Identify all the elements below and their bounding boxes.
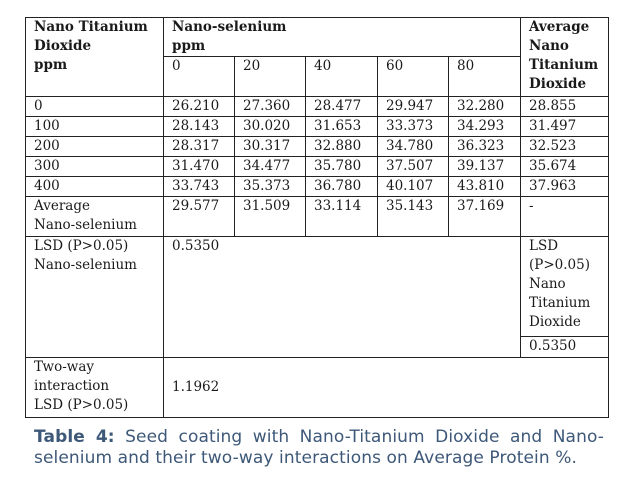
row-average: 28.855 (521, 97, 609, 117)
table-cell: 43.810 (449, 177, 521, 197)
lsd-ti-cell (521, 237, 609, 358)
table-row (26, 157, 609, 177)
table-cell: 28.477 (306, 97, 378, 117)
table-cell: 29.947 (378, 97, 449, 117)
table-row (26, 177, 609, 197)
table-cell: 26.210 (164, 97, 235, 117)
lsd-value: 0.5350 (164, 237, 521, 358)
table-cell: 31.653 (306, 117, 378, 137)
row-average: 31.497 (521, 117, 609, 137)
table-cell: 35.373 (235, 177, 306, 197)
average-row-label: Average Nano-selenium (26, 197, 164, 237)
table-row (26, 137, 609, 157)
table-cell: 39.137 (449, 157, 521, 177)
table-cell: 37.169 (449, 197, 521, 237)
interaction-row (26, 358, 609, 418)
table-cell: 34.477 (235, 157, 306, 177)
table-cell: 30.317 (235, 137, 306, 157)
table-cell: 34.293 (449, 117, 521, 137)
level-header: 20 (235, 57, 306, 97)
caption-label: Table 4: (34, 427, 115, 447)
level-header: 60 (378, 57, 449, 97)
lsd-ti-value: 0.5350 (521, 336, 608, 356)
table-row (26, 97, 609, 117)
row-average: 37.963 (521, 177, 609, 197)
lsd-row (26, 237, 609, 358)
table-cell: 28.317 (164, 137, 235, 157)
row-label: 300 (26, 157, 164, 177)
lsd-ti-label: LSD (P>0.05) Nano Titanium Dioxide (529, 238, 591, 330)
table-cell: 28.143 (164, 117, 235, 137)
table-cell: 33.743 (164, 177, 235, 197)
table-cell: 27.360 (235, 97, 306, 117)
col-factor-header: Nano-selenium ppm (164, 18, 521, 57)
row-label: 100 (26, 117, 164, 137)
table-cell: 29.577 (164, 197, 235, 237)
table-cell: 36.323 (449, 137, 521, 157)
average-header: Average Nano Titanium Dioxide (521, 18, 609, 97)
row-average: 35.674 (521, 157, 609, 177)
table-caption (34, 427, 604, 469)
table-cell: 40.107 (378, 177, 449, 197)
row-label: 400 (26, 177, 164, 197)
table-cell: 31.509 (235, 197, 306, 237)
table-cell: 36.780 (306, 177, 378, 197)
level-header: 80 (449, 57, 521, 97)
interaction-value: 1.1962 (164, 358, 609, 418)
table-cell: 37.507 (378, 157, 449, 177)
caption-text: Seed coating with Nano-Titanium Dioxide and Nano-selenium and their two-way interactions on Average Protein %. (34, 427, 604, 468)
table-cell: 34.780 (378, 137, 449, 157)
header-row (26, 18, 609, 57)
row-label: 0 (26, 97, 164, 117)
table-cell: 33.373 (378, 117, 449, 137)
table-cell: 35.143 (378, 197, 449, 237)
table-cell: 35.780 (306, 157, 378, 177)
average-row (26, 197, 609, 237)
table-cell: 32.280 (449, 97, 521, 117)
lsd-label: LSD (P>0.05) Nano-selenium (26, 237, 164, 358)
row-average: 32.523 (521, 137, 609, 157)
results-table (25, 17, 609, 418)
row-factor-header: Nano Titanium Dioxide ppm (26, 18, 164, 97)
interaction-label: Two-way interaction LSD (P>0.05) (26, 358, 164, 418)
table-cell: 33.114 (306, 197, 378, 237)
overall-average: - (521, 197, 609, 237)
level-header: 0 (164, 57, 235, 97)
table-cell: 32.880 (306, 137, 378, 157)
row-label: 200 (26, 137, 164, 157)
table-cell: 30.020 (235, 117, 306, 137)
level-header: 40 (306, 57, 378, 97)
table-cell: 31.470 (164, 157, 235, 177)
table-row (26, 117, 609, 137)
